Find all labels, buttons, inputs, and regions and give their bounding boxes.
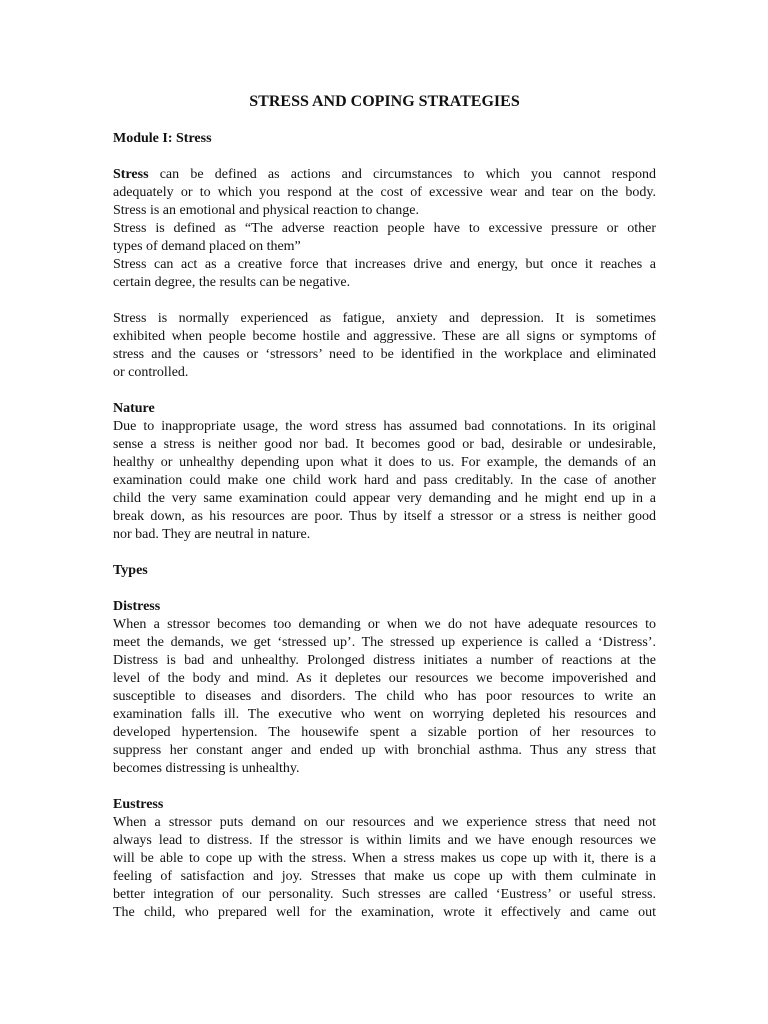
text-line: will be able to cope up with the stress. When a stress makes us cope up with it, there is a xyxy=(113,851,656,866)
spacer xyxy=(113,580,656,598)
module-heading: Module I: Stress xyxy=(113,131,212,146)
text-line: developed hypertension. The housewife spent a sizable portion of her resources to xyxy=(113,725,656,740)
text-line: stress and the causes or ‘stressors’ need to be identified in the workplace and eliminated xyxy=(113,347,656,362)
nature-paragraph xyxy=(113,418,656,544)
term-stress: Stress xyxy=(113,167,149,182)
spacer xyxy=(113,382,656,400)
text-line: certain degree, the results can be negative. xyxy=(113,275,351,290)
text-line: Stress is an emotional and physical reaction to change. xyxy=(113,203,419,218)
text-span: can be defined as actions and circumstances to which you cannot respond xyxy=(148,167,656,182)
text-line: healthy or unhealthy depending upon what it does to us. For example, the demands of an xyxy=(113,455,656,470)
text-line: Stress is normally experienced as fatigue, anxiety and depression. It is sometimes xyxy=(113,311,656,326)
text-line: exhibited when people become hostile and aggressive. These are all signs or symptoms of xyxy=(113,329,656,344)
text-line: becomes distressing is unhealthy. xyxy=(113,761,300,776)
distress-heading: Distress xyxy=(113,599,161,614)
text-line: examination falls ill. The executive who went on worrying depleted his resources and xyxy=(113,707,656,722)
text-line: Stress is defined as “The adverse reaction people have to excessive pressure or other xyxy=(113,221,656,236)
spacer xyxy=(113,778,656,796)
distress-paragraph xyxy=(113,616,656,778)
text-line: When a stressor puts demand on our resources and we experience stress that need not xyxy=(113,815,656,830)
text-line: susceptible to diseases and disorders. The child who has poor resources to write an xyxy=(113,689,656,704)
text-line: adequately or to which you respond at the cost of excessive wear and tear on the body. xyxy=(113,185,656,200)
text-line: child the very same examination could appear very demanding and he might end up in a xyxy=(113,491,656,506)
text-line: Stress can act as a creative force that increases drive and energy, but once it reaches a xyxy=(113,257,656,272)
text-line: meet the demands, we get ‘stressed up’. The stressed up experience is called a ‘Distress’. xyxy=(113,635,656,650)
document-title: STRESS AND COPING STRATEGIES xyxy=(249,93,520,110)
text-line: suppress her constant anger and ended up with bronchial asthma. Thus any stress that xyxy=(113,743,656,758)
symptoms-paragraph xyxy=(113,310,656,382)
eustress-paragraph xyxy=(113,814,656,922)
text-line: better integration of our personality. Such stresses are called ‘Eustress’ or useful stress. xyxy=(113,887,656,902)
text-line: feeling of satisfaction and joy. Stresses that make us cope up with them culminate in xyxy=(113,869,656,884)
text-line: level of the body and mind. As it depletes our resources we become impoverished and xyxy=(113,671,656,686)
text-line: Due to inappropriate usage, the word stress has assumed bad connotations. In its original xyxy=(113,419,656,434)
spacer xyxy=(113,544,656,562)
text-line: nor bad. They are neutral in nature. xyxy=(113,527,311,542)
eustress-heading: Eustress xyxy=(113,797,164,812)
text-line: Distress is bad and unhealthy. Prolonged distress initiates a number of reactions at the xyxy=(113,653,656,668)
text-line: or controlled. xyxy=(113,365,189,380)
text-line: examination could make one child work hard and pass creditably. In the case of another xyxy=(113,473,656,488)
text-line: break down, as his resources are poor. Thus by itself a stressor or a stress is neither good xyxy=(113,509,656,524)
text-line: The child, who prepared well for the examination, wrote it effectively and came out xyxy=(113,905,656,920)
definition-paragraph xyxy=(113,166,656,292)
types-heading: Types xyxy=(113,563,148,578)
spacer xyxy=(113,292,656,310)
text-line: always lead to distress. If the stressor is within limits and we have enough resources we xyxy=(113,833,656,848)
text-line: sense a stress is neither good nor bad. It becomes good or bad, desirable or undesirable, xyxy=(113,437,656,452)
spacer xyxy=(113,148,656,166)
nature-heading: Nature xyxy=(113,401,155,416)
text-line: When a stressor becomes too demanding or when we do not have adequate resources to xyxy=(113,617,656,632)
text-line: types of demand placed on them” xyxy=(113,239,301,254)
text-line xyxy=(113,166,656,184)
